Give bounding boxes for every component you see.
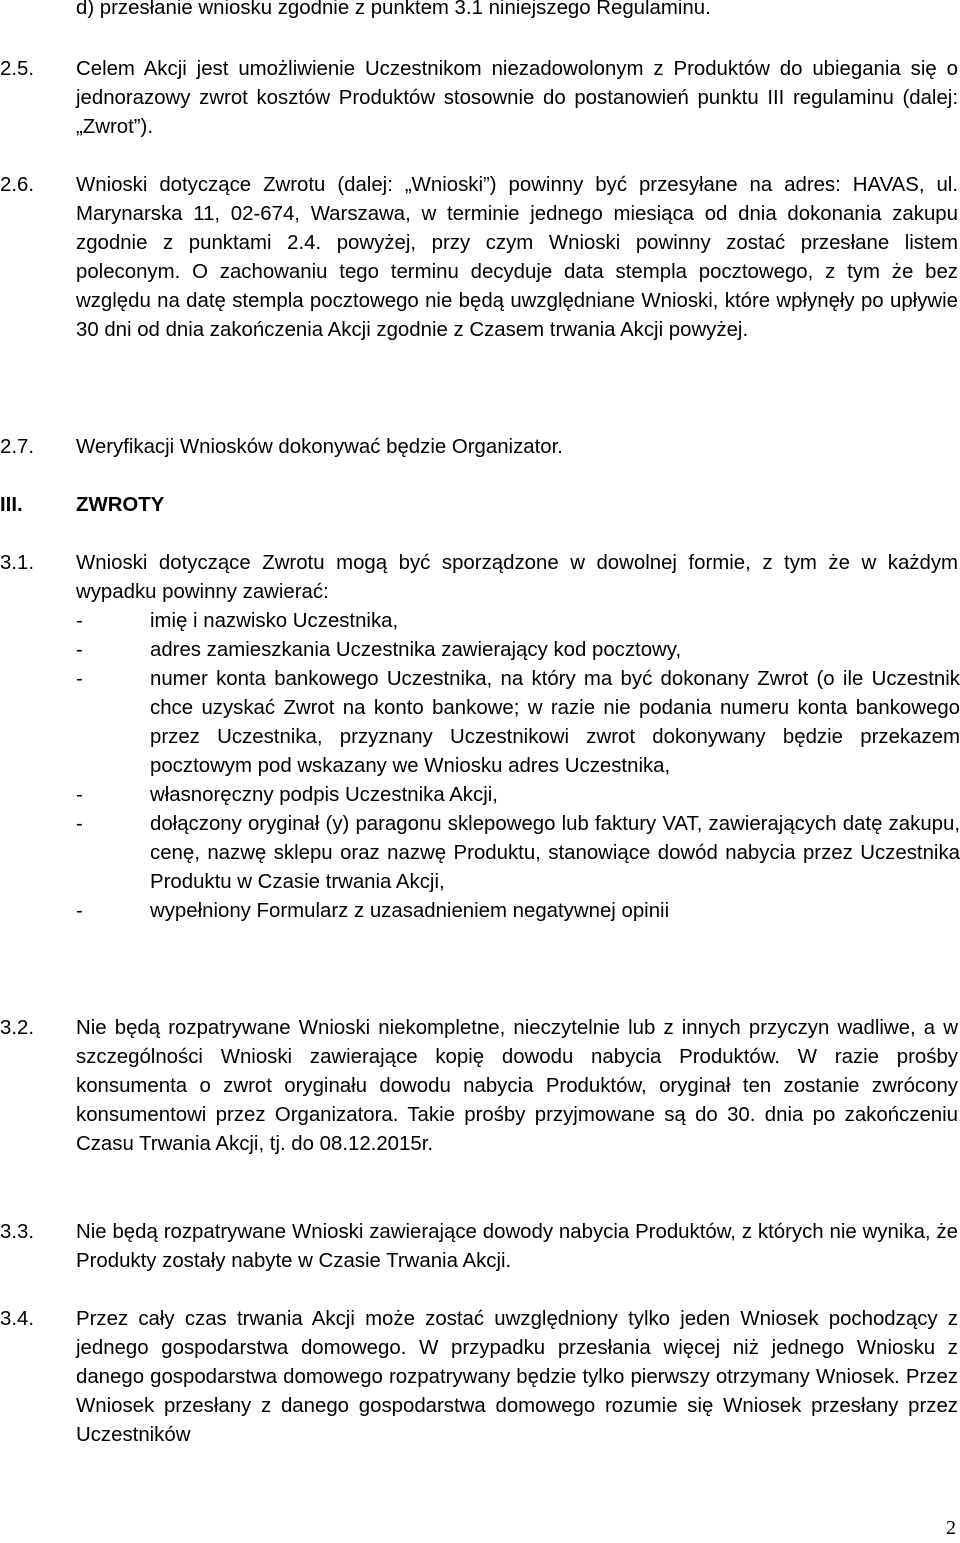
section-number: 3.2.: [0, 1017, 35, 1039]
list-item: [76, 607, 960, 636]
chapter-title: ZWROTY: [76, 494, 165, 516]
list-item-text: adres zamieszkania Uczestnika zawierający kod pocztowy,: [150, 639, 682, 661]
list-item-text: numer konta bankowego Uczestnika, na który ma być dokonany Zwrot (o ile Uczestnik chce uzyskać Zwrot na konto bankowe; w razie nie podania numeru konta bankowego przez Uczestnika, przyznany Uczestnikowi zwrot dokonywany będzie przekazem pocztowym pod wskazany we Wniosku adres Uczestnika,: [150, 668, 960, 777]
section-text: Przez cały czas trwania Akcji może zostać uwzględniony tylko jeden Wniosek pochodzący z jednego gospodarstwa domowego. W przypadku przesłania więcej niż jednego Wniosku z danego gospodarstwa domowego rozpatrywany będzie tylko pierwszy otrzymany Wniosek. Przez Wniosek przesłany z danego gospodarstwa domowego rozumie się Wniosek przesłany przez Uczestników: [76, 1308, 958, 1446]
section-text: Weryfikacji Wniosków dokonywać będzie Organizator.: [76, 436, 563, 458]
list-item: [76, 636, 960, 665]
list-dash: -: [76, 610, 83, 632]
section-text: Nie będą rozpatrywane Wnioski zawierające dowody nabycia Produktów, z których nie wynika, że Produkty zostały nabyte w Czasie Trwania Akcji.: [76, 1221, 958, 1272]
list-dash: -: [76, 784, 83, 806]
list-item: [76, 810, 960, 897]
list-item-text: wypełniony Formularz z uzasadnieniem negatywnej opinii: [150, 900, 670, 922]
list-item-text: własnoręczny podpis Uczestnika Akcji,: [150, 784, 498, 806]
list-item-text: imię i nazwisko Uczestnika,: [150, 610, 399, 632]
section-number: 3.1.: [0, 552, 35, 574]
list-dash: -: [76, 639, 83, 661]
section-text: Celem Akcji jest umożliwienie Uczestnikom niezadowolonym z Produktów do ubiegania się o jednorazowy zwrot kosztów Produktów stosownie do postanowień punktu III regulaminu (dalej: „Zwrot”).: [76, 58, 958, 138]
chapter-number: III.: [0, 494, 23, 516]
section-text: Wnioski dotyczące Zwrotu (dalej: „Wnioski”) powinny być przesyłane na adres: HAVAS, ul. Marynarska 11, 02-674, Warszawa, w terminie jednego miesiąca od dnia dokonania zakupu zgodnie z punktami 2.4. powyżej, przy czym Wnioski powinny zostać przesłane listem poleconym. O zachowaniu tego terminu decyduje data stempla pocztowego, z tym że bez względu na datę stempla pocztowego nie będą uwzględniane Wnioski, które wpłynęły po upływie 30 dni od dnia zakończenia Akcji zgodnie z Czasem trwania Akcji powyżej.: [76, 174, 958, 341]
section-number: 3.3.: [0, 1221, 35, 1243]
list-item-d: d) przesłanie wniosku zgodnie z punktem 3.1 niniejszego Regulaminu.: [76, 0, 711, 19]
list-dash: -: [76, 668, 83, 690]
section-number: 3.4.: [0, 1308, 35, 1330]
list-item-text: dołączony oryginał (y) paragonu sklepowego lub faktury VAT, zawierających datę zakupu, cenę, nazwę sklepu oraz nazwę Produktu, stanowiące dowód nabycia przez Uczestnika Produktu w Czasie trwania Akcji,: [150, 813, 960, 893]
list-item: [76, 665, 960, 781]
list-item: [76, 897, 960, 926]
list-dash: -: [76, 900, 83, 922]
list-item: [76, 781, 960, 810]
list-dash: -: [76, 813, 83, 835]
section-intro: Wnioski dotyczące Zwrotu mogą być sporządzone w dowolnej formie, z tym że w każdym wypadku powinny zawierać:: [76, 552, 958, 603]
section-number: 2.6.: [0, 174, 35, 196]
section-number: 2.5.: [0, 58, 35, 80]
section-text: Nie będą rozpatrywane Wnioski niekompletne, nieczytelnie lub z innych przyczyn wadliwe, a w szczególności Wnioski zawierające kopię dowodu nabycia Produktów. W razie prośby konsumenta o zwrot oryginału dowodu nabycia Produktów, oryginał ten zostanie zwrócony konsumentowi przez Organizatora. Takie prośby przyjmowane są do 30. dnia po zakończeniu Czasu Trwania Akcji, tj. do 08.12.2015r.: [76, 1017, 958, 1155]
page-number: 2: [946, 1517, 956, 1539]
requirements-list: [76, 607, 960, 926]
section-number: 2.7.: [0, 436, 35, 458]
